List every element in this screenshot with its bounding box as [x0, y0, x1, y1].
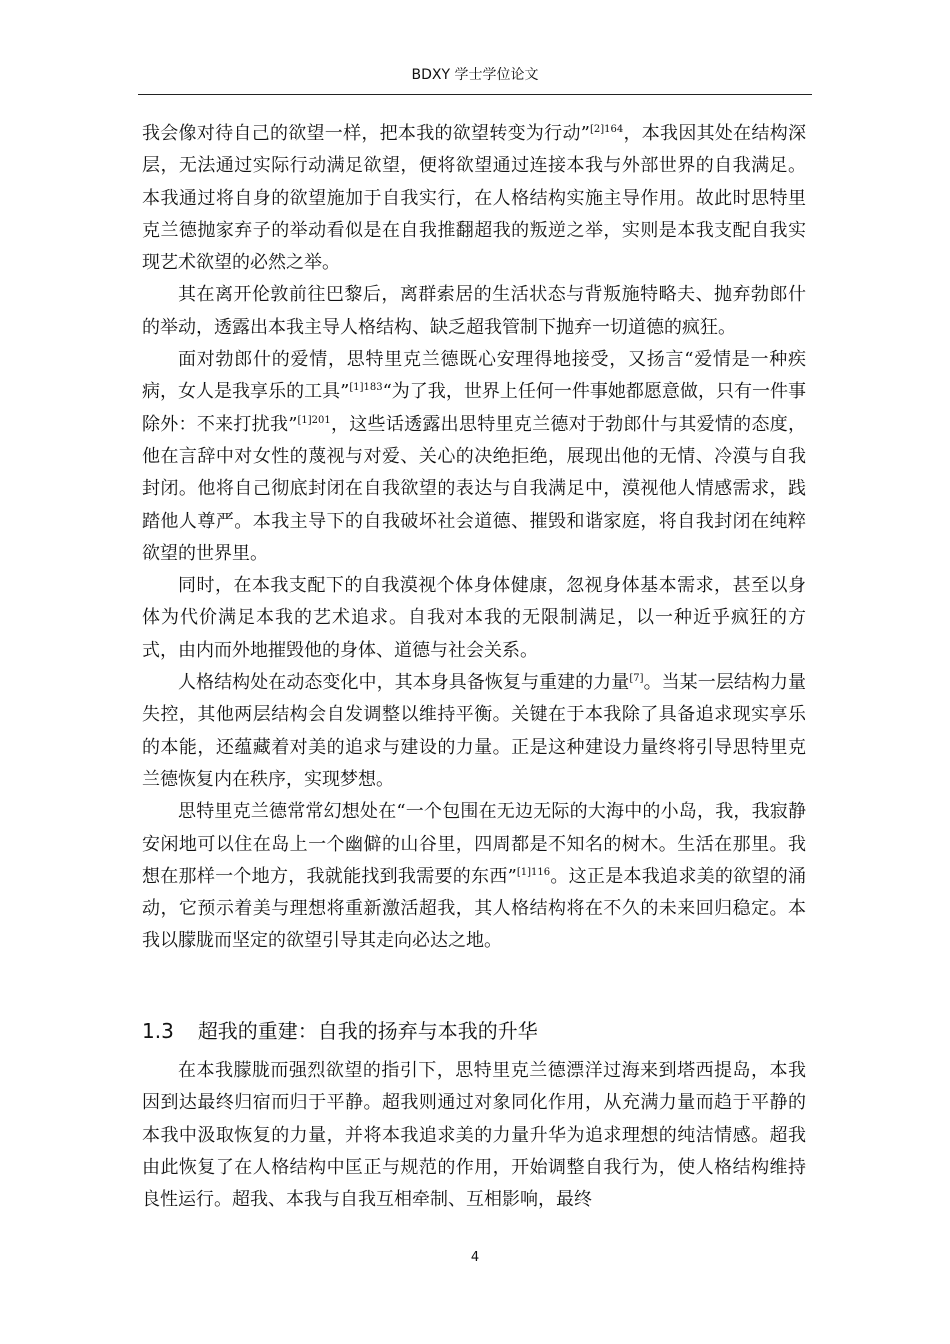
paragraph-text: 思特里克兰德常常幻想处在“一个包围在无边无际的大海中的小岛，我，我寂静安闲地可以住在岛上一个幽僻的山谷里，四周都是不知名的树木。生活在那里。我想在那样一个地方，我就能找到我需要的东西” — [142, 801, 806, 887]
paragraph-text: 面对勃郎什的爱情，思特里克兰德既心安理得地接受，又扬言“爱情是一种疾病，女人是我享乐的工具” — [142, 349, 806, 403]
paragraph-text: 在本我朦胧而强烈欲望的指引下，思特里克兰德漂洋过海来到塔西提岛，本我因到达最终归宿而归于平静。超我则通过对象同化作用，从充满力量而趋于平静的本我中汲取恢复的力量，并将本我追求美的力量升华为追求理想的纯洁情感。超我由此恢复了在人格结构中匡正与规范的作用，开始调整自我行为，使人格结构维持良性运行。超我、本我与自我互相牵制、互相影响，最终 — [142, 1060, 806, 1211]
page-number: 4 — [470, 1250, 480, 1265]
citation-marker: [1]183 — [349, 382, 383, 394]
section-heading — [142, 1015, 538, 1044]
running-header: BDXY 学士学位论文 — [411, 67, 539, 83]
paragraph-p3 — [142, 344, 806, 570]
paragraph-p5 — [142, 667, 806, 796]
citation-marker: [1]116 — [516, 866, 551, 878]
section-number: 1.3 — [142, 1019, 174, 1043]
citation-marker: [1]201 — [297, 414, 331, 426]
paragraph-text: “为了我，世界上任何一件事她都愿意做，只有一件事除外：不来打扰我” — [142, 381, 806, 435]
paragraph-s1 — [142, 1055, 806, 1216]
citation-marker: [7] — [629, 673, 644, 685]
header-rule — [138, 94, 812, 95]
paragraph-p1 — [142, 118, 806, 279]
paragraph-text: 。当某一层结构力量失控，其他两层结构会自发调整以维持平衡。关键在于本我除了具备追求现实享乐的本能，还蕴藏着对美的追求与建设的力量。正是这种建设力量终将引导思特里克兰德恢复内在秩序，实现梦想。 — [142, 672, 806, 790]
paragraph-text: ，这些话透露出思特里克兰德对于勃郎什与其爱情的态度，他在言辞中对女性的蔑视与对爱、关心的决绝拒绝，展现出他的无情、冷漠与自我封闭。他将自己彻底封闭在自我欲望的表达与自我满足中，漠视他人情感需求，践踏他人尊严。本我主导下的自我破坏社会道德、摧毁和谐家庭，将自我封闭在纯粹欲望的世界里。 — [142, 413, 807, 564]
paragraph-text: 同时，在本我支配下的自我漠视个体身体健康，忽视身体基本需求，甚至以身体为代价满足本我的艺术追求。自我对本我的无限制满足，以一种近乎疯狂的方式，由内而外地摧毁他的身体、道德与社会关系。 — [142, 575, 806, 661]
section-body-text-block — [142, 1055, 806, 1216]
paragraph-p4 — [142, 570, 806, 667]
paragraph-text: 其在离开伦敦前往巴黎后，离群索居的生活状态与背叛施特略夫、抛弃勃郎什的举动，透露出本我主导人格结构、缺乏超我管制下抛弃一切道德的疯狂。 — [142, 284, 806, 338]
section-title: 超我的重建：自我的扬弃与本我的升华 — [197, 1019, 538, 1043]
citation-marker: [2]164 — [589, 124, 624, 135]
paragraph-p2 — [142, 279, 806, 344]
paragraph-p6 — [142, 796, 806, 957]
paragraph-text: 。这正是本我追求美的欲望的涌动，它预示着美与理想将重新激活超我，其人格结构将在不久的未来回归稳定。本我以朦胧而坚定的欲望引导其走向必达之地。 — [142, 865, 807, 952]
paragraph-text: ，本我因其处在结构深层，无法通过实际行动满足欲望，便将欲望通过连接本我与外部世界的自我满足。本我通过将自身的欲望施加于自我实行，在人格结构实施主导作用。故此时思特里克兰德抛家弃子的举动看似是在自我推翻超我的叛逆之举，实则是本我支配自我实现艺术欲望的必然之举。 — [142, 123, 807, 274]
paragraph-text: 人格结构处在动态变化中，其本身具备恢复与重建的力量 — [178, 672, 630, 694]
body-text-block — [142, 118, 806, 958]
paragraph-text: 我会像对待自己的欲望一样，把本我的欲望转变为行动” — [142, 123, 590, 144]
